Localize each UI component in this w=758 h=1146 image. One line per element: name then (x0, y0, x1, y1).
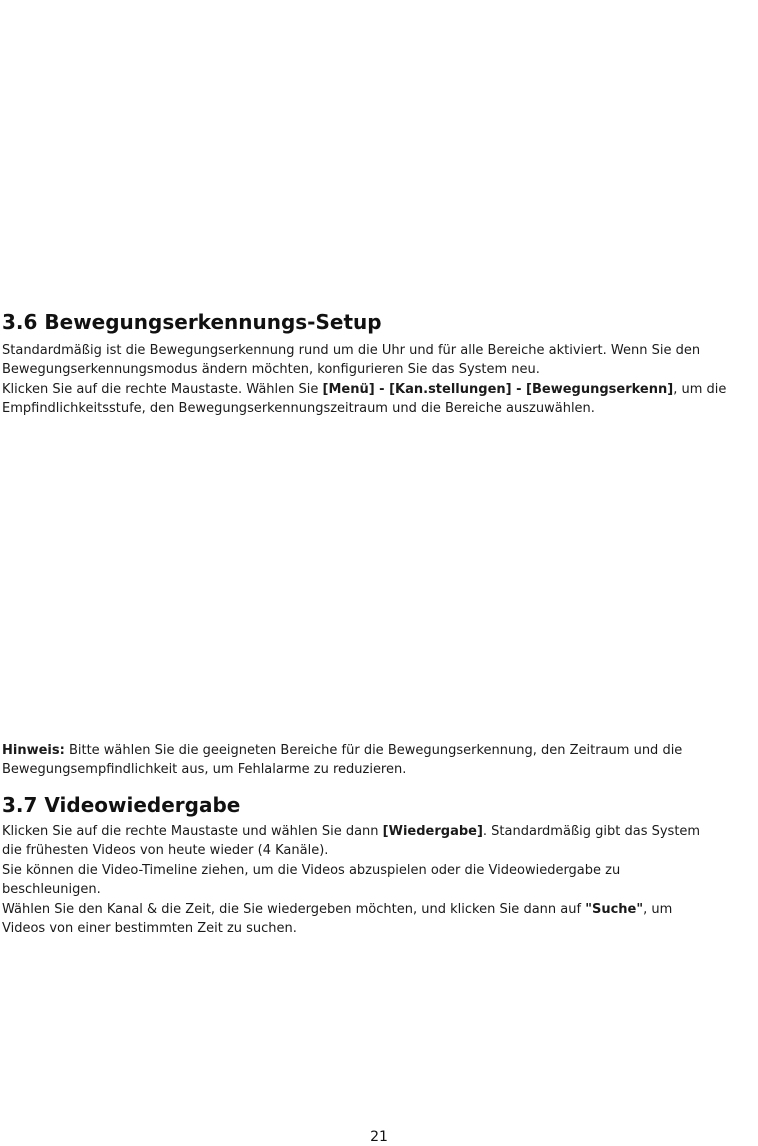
paragraph-line: beschleunigen. (2, 882, 101, 898)
menu-path-bold: [Menü] - [Kan.stellungen] - [Bewegungserkenn] (322, 381, 674, 397)
paragraph-line: Videos von einer bestimmten Zeit zu suchen. (2, 921, 297, 937)
section-body-motion-detection (2, 341, 754, 419)
text-span: , um die (673, 381, 727, 397)
search-button-label-bold: "Suche" (585, 901, 644, 917)
hint-label: Hinweis: (2, 743, 65, 758)
paragraph-line (2, 380, 754, 399)
page-number: 21 (370, 1129, 388, 1145)
paragraph-line: Bewegungsempfindlichkeit aus, um Fehlalarme zu reduzieren. (2, 762, 407, 778)
paragraph-line: Sie können die Video-Timeline ziehen, um die Videos abzuspielen oder die Videowiedergabe zu (2, 862, 621, 878)
text-span: , um (643, 901, 673, 917)
paragraph-line: Empfindlichkeitsstufe, den Bewegungserkennungszeitraum und die Bereiche auszuwählen. (2, 401, 595, 417)
text-span: Klicken Sie auf die rechte Maustaste und wählen Sie dann (2, 824, 383, 839)
section-body-video-playback (2, 822, 754, 938)
paragraph-line: die frühesten Videos von heute wieder (4 Kanäle). (2, 843, 329, 859)
paragraph-line (2, 822, 754, 841)
text-span: . Standardmäßig gibt das System (482, 824, 701, 839)
text-span: Klicken Sie auf die rechte Maustaste. Wählen Sie (2, 381, 323, 397)
text-span: Bitte wählen Sie die geeigneten Bereiche für die Bewegungserkennung, den Zeitraum und die (64, 743, 683, 758)
paragraph-line: Standardmäßig ist die Bewegungserkennung rund um die Uhr und für alle Bereiche aktiviert. Wenn Sie den (2, 343, 701, 358)
paragraph-line (2, 741, 754, 760)
text-span: Wählen Sie den Kanal & die Zeit, die Sie wiedergeben möchten, und klicken Sie dann auf (2, 901, 586, 917)
section-heading-motion-detection: 3.6 Bewegungserkennungs-Setup (2, 310, 382, 334)
section-heading-video-playback: 3.7 Videowiedergabe (2, 793, 241, 817)
paragraph-line (2, 900, 754, 919)
paragraph-line: Bewegungserkennungsmodus ändern möchten, konfigurieren Sie das System neu. (2, 362, 540, 378)
hint-note (2, 741, 754, 780)
menu-item-bold: [Wiedergabe] (382, 824, 483, 839)
